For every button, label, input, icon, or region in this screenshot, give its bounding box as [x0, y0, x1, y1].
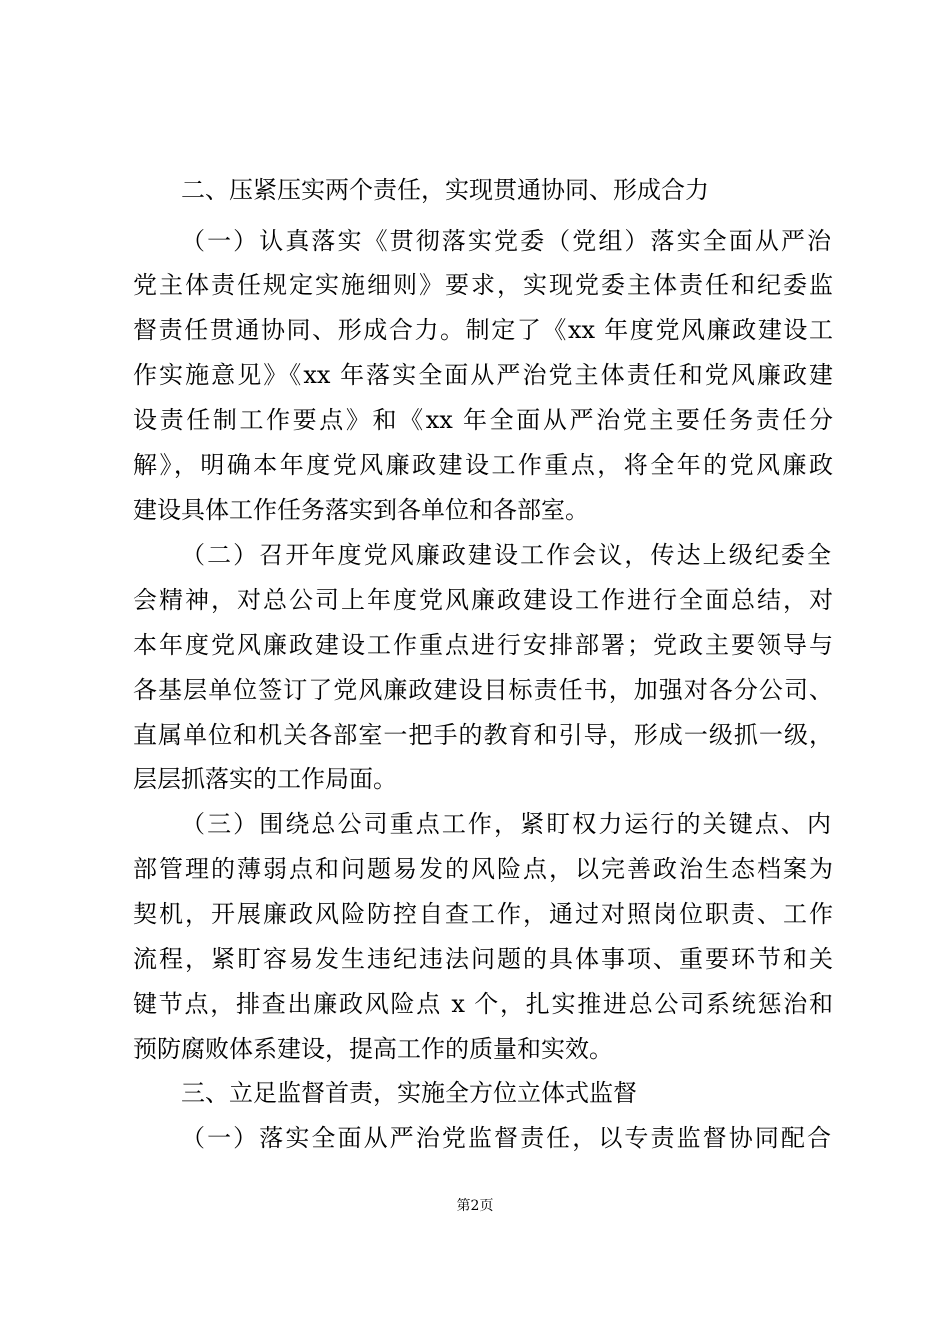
page-number: 第2页	[456, 1198, 494, 1214]
paragraph-line: 党主体责任规定实施细则》要求，实现党委主体责任和纪委监	[133, 271, 833, 299]
paragraph-line: 契机，开展廉政风险防控自查工作，通过对照岗位职责、工作	[133, 900, 833, 928]
paragraph-line: 设责任制工作要点》和《xx 年全面从严治党主要任务责任分	[133, 406, 833, 434]
paragraph-line: 会精神，对总公司上年度党风廉政建设工作进行全面总结，对	[133, 586, 833, 614]
section-heading: 三、立足监督首责，实施全方位立体式监督	[181, 1079, 637, 1107]
paragraph-line: 预防腐败体系建设，提高工作的质量和实效。	[133, 1035, 613, 1063]
paragraph-line: 本年度党风廉政建设工作重点进行安排部署；党政主要领导与	[133, 631, 833, 659]
paragraph-line: 建设具体工作任务落实到各单位和各部室。	[133, 496, 589, 524]
paragraph-line: 键节点，排查出廉政风险点 x 个，扎实推进总公司系统惩治和	[133, 990, 833, 1018]
paragraph-line: （一）落实全面从严治党监督责任，以专责监督协同配合	[181, 1124, 831, 1152]
paragraph-line: （二）召开年度党风廉政建设工作会议，传达上级纪委全	[181, 541, 831, 569]
section-heading: 二、压紧压实两个责任，实现贯通协同、形成合力	[181, 176, 709, 204]
paragraph-line: 流程，紧盯容易发生违纪违法问题的具体事项、重要环节和关	[133, 945, 833, 973]
paragraph-line: 部管理的薄弱点和问题易发的风险点，以完善政治生态档案为	[133, 855, 833, 883]
paragraph-line: （三）围绕总公司重点工作，紧盯权力运行的关键点、内	[181, 810, 831, 838]
paragraph-line: 层层抓落实的工作局面。	[133, 765, 397, 793]
paragraph-line: 各基层单位签订了党风廉政建设目标责任书，加强对各分公司、	[133, 676, 833, 704]
paragraph-line: （一）认真落实《贯彻落实党委（党组）落实全面从严治	[181, 227, 831, 255]
paragraph-line: 解》，明确本年度党风廉政建设工作重点，将全年的党风廉政	[133, 451, 833, 479]
paragraph-line: 督责任贯通协同、形成合力。制定了《xx 年度党风廉政建设工	[133, 316, 833, 344]
paragraph-line: 作实施意见》《xx 年落实全面从严治党主体责任和党风廉政建	[133, 361, 833, 389]
paragraph-line: 直属单位和机关各部室一把手的教育和引导，形成一级抓一级，	[133, 721, 833, 749]
